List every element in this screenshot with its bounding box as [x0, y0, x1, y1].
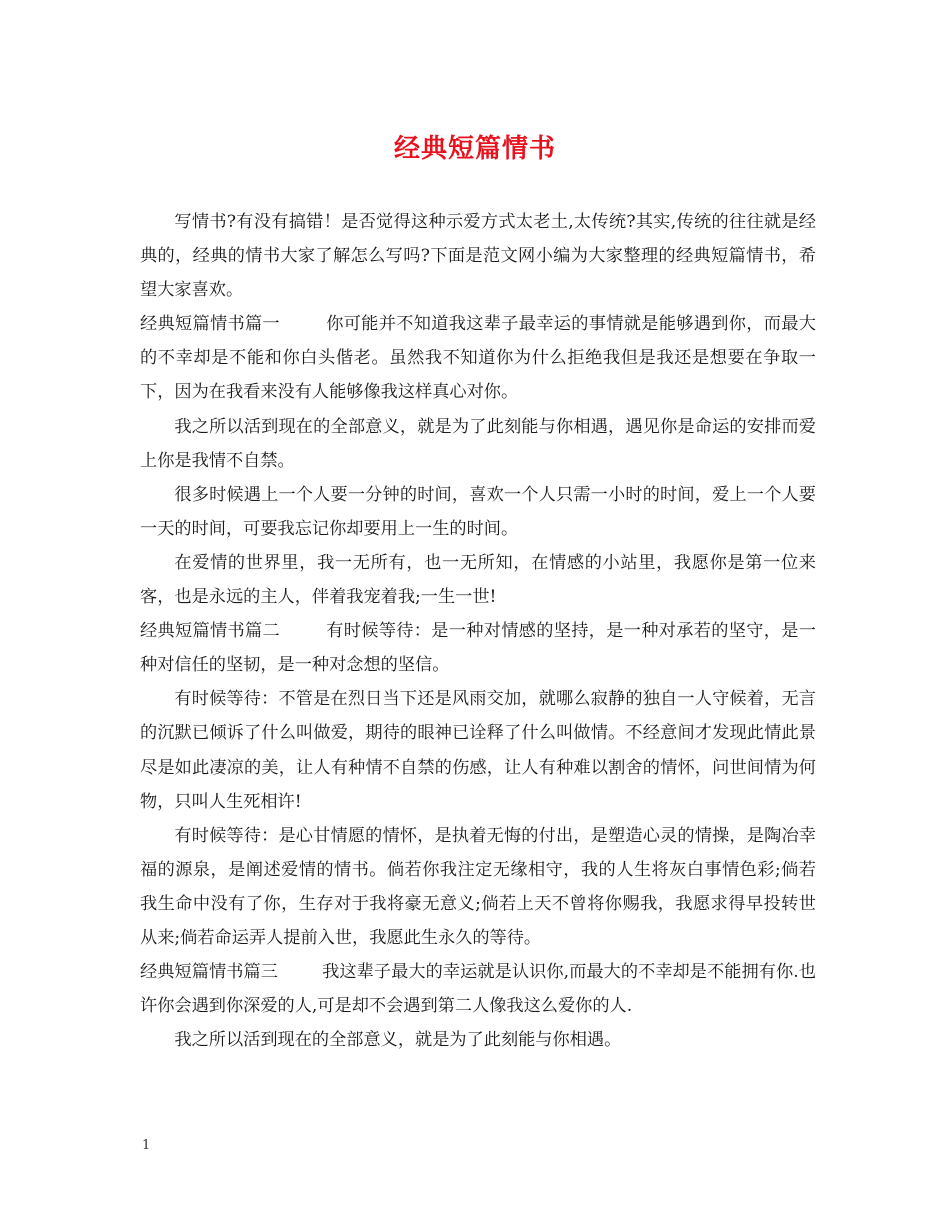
- page-number: 1: [142, 1138, 151, 1153]
- paragraph: [140, 819, 816, 955]
- paragraph-text: 我之所以活到现在的全部意义，就是为了此刻能与你相遇。: [174, 1030, 622, 1051]
- paragraph-text: 有时候等待：不管是在烈日当下还是风雨交加，就哪么寂静的独自一人守候着，无言的沉默已倾诉了什么叫做爱，期待的眼神已诠释了什么叫做情。不经意间才发现此情此景尽是如此凄凉的美，让人有种情不自禁的伤感，让人有种难以割舍的情怀，问世间情为何物，只叫人生死相许!: [140, 689, 816, 812]
- section-paragraph: [140, 614, 816, 682]
- document-body: [140, 205, 816, 1057]
- section-paragraph: [140, 955, 816, 1023]
- paragraph: [140, 205, 816, 307]
- section-paragraph: [140, 307, 816, 409]
- page-title: 经典短篇情书: [393, 134, 556, 164]
- paragraph: [140, 1023, 816, 1057]
- paragraph-text: 在爱情的世界里，我一无所有，也一无所知，在情感的小站里，我愿你是第一位来客，也是永远的主人，伴着我宠着我;一生一世!: [140, 552, 816, 608]
- section-heading: 经典短篇情书篇二: [140, 621, 281, 642]
- section-heading: 经典短篇情书篇三: [140, 962, 278, 983]
- paragraph-text: 写情书?有没有搞错！是否觉得这种示爱方式太老土,太传统?其实,传统的往往就是经典的，经典的情书大家了解怎么写吗?下面是范文网小编为大家整理的经典短篇情书，希望大家喜欢。: [140, 212, 816, 301]
- paragraph-text: 有时候等待：是心甘情愿的情怀，是执着无悔的付出，是塑造心灵的情操，是陶冶幸福的源泉，是阐述爱情的情书。倘若你我注定无缘相守，我的人生将灰白事情色彩;倘若我生命中没有了你，生存对于我将豪无意义;倘若上天不曾将你赐我，我愿求得早投转世从来;倘若命运弄人提前入世，我愿此生永久的等待。: [140, 825, 816, 948]
- paragraph-text: 你可能并不知道我这辈子最幸运的事情就是能够遇到你，而最大的不幸却是不能和你白头偕老。虽然我不知道你为什么拒绝我但是我还是想要在争取一下，因为在我看来没有人能够像我这样真心对你。: [140, 314, 816, 403]
- paragraph-text: 我这辈子最大的幸运就是认识你,而最大的不幸却是不能拥有你.也许你会遇到你深爱的人,可是却不会遇到第二人像我这么爱你的人.: [140, 962, 816, 1017]
- paragraph: [140, 410, 816, 478]
- paragraph: [140, 682, 816, 818]
- paragraph-text: 有时候等待：是一种对情感的坚持，是一种对承若的坚守，是一种对信任的坚韧，是一种对念想的坚信。: [140, 621, 816, 676]
- paragraph: [140, 546, 816, 614]
- paragraph-text: 我之所以活到现在的全部意义，就是为了此刻能与你相遇，遇见你是命运的安排而爱上你是我情不自禁。: [140, 416, 816, 471]
- paragraph-text: 很多时候遇上一个人要一分钟的时间，喜欢一个人只需一小时的时间，爱上一个人要一天的时间，可要我忘记你却要用上一生的时间。: [140, 484, 816, 539]
- paragraph: [140, 478, 816, 546]
- section-heading: 经典短篇情书篇一: [140, 314, 281, 335]
